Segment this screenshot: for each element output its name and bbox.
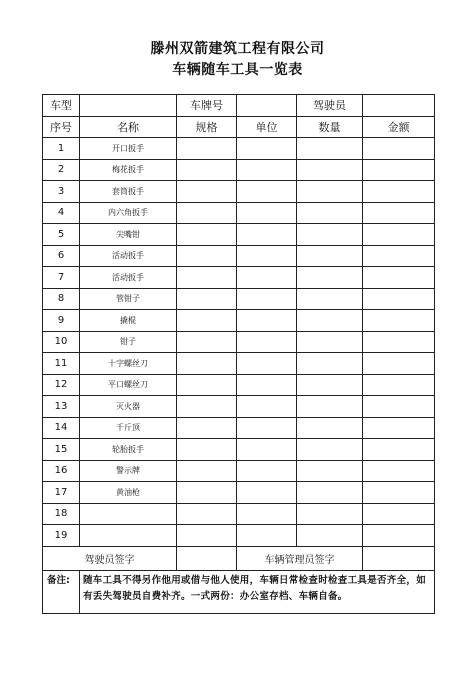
row-number: 2 xyxy=(43,159,80,181)
row-number: 18 xyxy=(43,503,80,525)
unit-cell[interactable] xyxy=(237,138,297,160)
row-number: 11 xyxy=(43,353,80,375)
spec-cell[interactable] xyxy=(177,288,237,310)
signature-row xyxy=(43,546,435,570)
plate-no-label: 车牌号 xyxy=(177,95,237,117)
qty-cell[interactable] xyxy=(297,267,363,289)
row-number: 19 xyxy=(43,525,80,547)
tool-name: 十字螺丝刀 xyxy=(80,353,177,375)
qty-cell[interactable] xyxy=(297,439,363,461)
table-row xyxy=(43,181,435,203)
row-number: 5 xyxy=(43,224,80,246)
amount-cell[interactable] xyxy=(363,138,435,160)
qty-cell[interactable] xyxy=(297,396,363,418)
amount-cell[interactable] xyxy=(363,310,435,332)
tool-list-table xyxy=(42,94,435,614)
note-text: 随车工具不得另作他用或借与他人使用，车辆日常检查时检查工具是否齐全，如有丢失驾驶员自费补齐。一式两份：办公室存档、车辆自备。 xyxy=(80,570,435,613)
unit-cell[interactable] xyxy=(237,267,297,289)
manager-sign-field[interactable] xyxy=(363,546,435,570)
tool-name xyxy=(80,503,177,525)
tool-name: 撬棍 xyxy=(80,310,177,332)
row-number: 6 xyxy=(43,245,80,267)
unit-cell[interactable] xyxy=(237,417,297,439)
unit-cell[interactable] xyxy=(237,482,297,504)
unit-cell[interactable] xyxy=(237,396,297,418)
amount-cell[interactable] xyxy=(363,202,435,224)
row-number: 4 xyxy=(43,202,80,224)
tool-name: 套筒扳手 xyxy=(80,181,177,203)
qty-cell[interactable] xyxy=(297,503,363,525)
table-row xyxy=(43,288,435,310)
row-number: 3 xyxy=(43,181,80,203)
amount-cell[interactable] xyxy=(363,460,435,482)
spec-cell[interactable] xyxy=(177,245,237,267)
spec-cell[interactable] xyxy=(177,374,237,396)
spec-cell[interactable] xyxy=(177,396,237,418)
amount-cell[interactable] xyxy=(363,439,435,461)
form-subtitle: 车辆随车工具一览表 xyxy=(172,62,303,78)
unit-cell[interactable] xyxy=(237,460,297,482)
tool-name: 开口扳手 xyxy=(80,138,177,160)
spec-cell[interactable] xyxy=(177,482,237,504)
row-number: 16 xyxy=(43,460,80,482)
amount-cell[interactable] xyxy=(363,482,435,504)
qty-cell[interactable] xyxy=(297,460,363,482)
amount-cell[interactable] xyxy=(363,331,435,353)
col-header-qty: 数量 xyxy=(297,116,363,138)
tool-name: 平口螺丝刀 xyxy=(80,374,177,396)
qty-cell[interactable] xyxy=(297,224,363,246)
amount-cell[interactable] xyxy=(363,374,435,396)
col-header-spec: 规格 xyxy=(177,116,237,138)
row-number: 7 xyxy=(43,267,80,289)
qty-cell[interactable] xyxy=(297,525,363,547)
table-row xyxy=(43,159,435,181)
amount-cell[interactable] xyxy=(363,503,435,525)
unit-cell[interactable] xyxy=(237,202,297,224)
unit-cell[interactable] xyxy=(237,503,297,525)
tool-name: 梅花扳手 xyxy=(80,159,177,181)
spec-cell[interactable] xyxy=(177,503,237,525)
qty-cell[interactable] xyxy=(297,331,363,353)
qty-cell[interactable] xyxy=(297,288,363,310)
driver-field[interactable] xyxy=(363,95,435,117)
unit-cell[interactable] xyxy=(237,374,297,396)
qty-cell[interactable] xyxy=(297,417,363,439)
amount-cell[interactable] xyxy=(363,181,435,203)
row-number: 9 xyxy=(43,310,80,332)
spec-cell[interactable] xyxy=(177,353,237,375)
table-row xyxy=(43,417,435,439)
qty-cell[interactable] xyxy=(297,374,363,396)
col-header-unit: 单位 xyxy=(237,116,297,138)
amount-cell[interactable] xyxy=(363,417,435,439)
unit-cell[interactable] xyxy=(237,439,297,461)
spec-cell[interactable] xyxy=(177,181,237,203)
qty-cell[interactable] xyxy=(297,245,363,267)
qty-cell[interactable] xyxy=(297,353,363,375)
table-row xyxy=(43,310,435,332)
spec-cell[interactable] xyxy=(177,138,237,160)
row-number: 8 xyxy=(43,288,80,310)
unit-cell[interactable] xyxy=(237,331,297,353)
note-row xyxy=(43,570,435,613)
spec-cell[interactable] xyxy=(177,202,237,224)
row-number: 12 xyxy=(43,374,80,396)
tool-name: 钳子 xyxy=(80,331,177,353)
spec-cell[interactable] xyxy=(177,460,237,482)
amount-cell[interactable] xyxy=(363,224,435,246)
tool-name xyxy=(80,525,177,547)
spec-cell[interactable] xyxy=(177,310,237,332)
tool-name: 警示牌 xyxy=(80,460,177,482)
tool-name: 活动扳手 xyxy=(80,267,177,289)
row-number: 15 xyxy=(43,439,80,461)
row-number: 14 xyxy=(43,417,80,439)
unit-cell[interactable] xyxy=(237,224,297,246)
qty-cell[interactable] xyxy=(297,159,363,181)
col-header-name: 名称 xyxy=(80,116,177,138)
qty-cell[interactable] xyxy=(297,202,363,224)
driver-sign-label: 驾驶员签字 xyxy=(43,546,177,570)
spec-cell[interactable] xyxy=(177,525,237,547)
note-label: 备注: xyxy=(43,570,80,613)
amount-cell[interactable] xyxy=(363,267,435,289)
spec-cell[interactable] xyxy=(177,417,237,439)
column-header-row xyxy=(43,116,435,138)
tool-name: 活动扳手 xyxy=(80,245,177,267)
tool-name: 轮胎扳手 xyxy=(80,439,177,461)
unit-cell[interactable] xyxy=(237,525,297,547)
unit-cell[interactable] xyxy=(237,310,297,332)
amount-cell[interactable] xyxy=(363,525,435,547)
amount-cell[interactable] xyxy=(363,353,435,375)
amount-cell[interactable] xyxy=(363,288,435,310)
table-row xyxy=(43,202,435,224)
table-row xyxy=(43,138,435,160)
spec-cell[interactable] xyxy=(177,439,237,461)
vehicle-info-row xyxy=(43,95,435,117)
tool-name: 灭火器 xyxy=(80,396,177,418)
unit-cell[interactable] xyxy=(237,181,297,203)
table-row xyxy=(43,267,435,289)
qty-cell[interactable] xyxy=(297,138,363,160)
spec-cell[interactable] xyxy=(177,159,237,181)
tool-name: 管钳子 xyxy=(80,288,177,310)
qty-cell[interactable] xyxy=(297,181,363,203)
driver-sign-field[interactable] xyxy=(177,546,237,570)
col-header-amount: 金额 xyxy=(363,116,435,138)
table-row xyxy=(43,224,435,246)
unit-cell[interactable] xyxy=(237,288,297,310)
table-row xyxy=(43,245,435,267)
plate-no-field[interactable] xyxy=(237,95,297,117)
table-row xyxy=(43,353,435,375)
table-row xyxy=(43,460,435,482)
tool-name: 千斤顶 xyxy=(80,417,177,439)
spec-cell[interactable] xyxy=(177,267,237,289)
tool-name: 黄油枪 xyxy=(80,482,177,504)
amount-cell[interactable] xyxy=(363,396,435,418)
qty-cell[interactable] xyxy=(297,482,363,504)
table-row xyxy=(43,439,435,461)
tool-name: 尖嘴钳 xyxy=(80,224,177,246)
unit-cell[interactable] xyxy=(237,159,297,181)
amount-cell[interactable] xyxy=(363,159,435,181)
spec-cell[interactable] xyxy=(177,331,237,353)
unit-cell[interactable] xyxy=(237,353,297,375)
vehicle-type-field[interactable] xyxy=(80,95,177,117)
company-title: 滕州双箭建筑工程有限公司 xyxy=(150,41,325,57)
table-row xyxy=(43,503,435,525)
spec-cell[interactable] xyxy=(177,224,237,246)
table-row xyxy=(43,374,435,396)
manager-sign-label: 车辆管理员签字 xyxy=(237,546,363,570)
table-row xyxy=(43,396,435,418)
table-row xyxy=(43,331,435,353)
vehicle-type-label: 车型 xyxy=(43,95,80,117)
qty-cell[interactable] xyxy=(297,310,363,332)
row-number: 10 xyxy=(43,331,80,353)
tool-name: 内六角扳手 xyxy=(80,202,177,224)
unit-cell[interactable] xyxy=(237,245,297,267)
row-number: 17 xyxy=(43,482,80,504)
table-row xyxy=(43,482,435,504)
driver-label: 驾驶员 xyxy=(297,95,363,117)
table-row xyxy=(43,525,435,547)
row-number: 1 xyxy=(43,138,80,160)
amount-cell[interactable] xyxy=(363,245,435,267)
row-number: 13 xyxy=(43,396,80,418)
col-header-no: 序号 xyxy=(43,116,80,138)
